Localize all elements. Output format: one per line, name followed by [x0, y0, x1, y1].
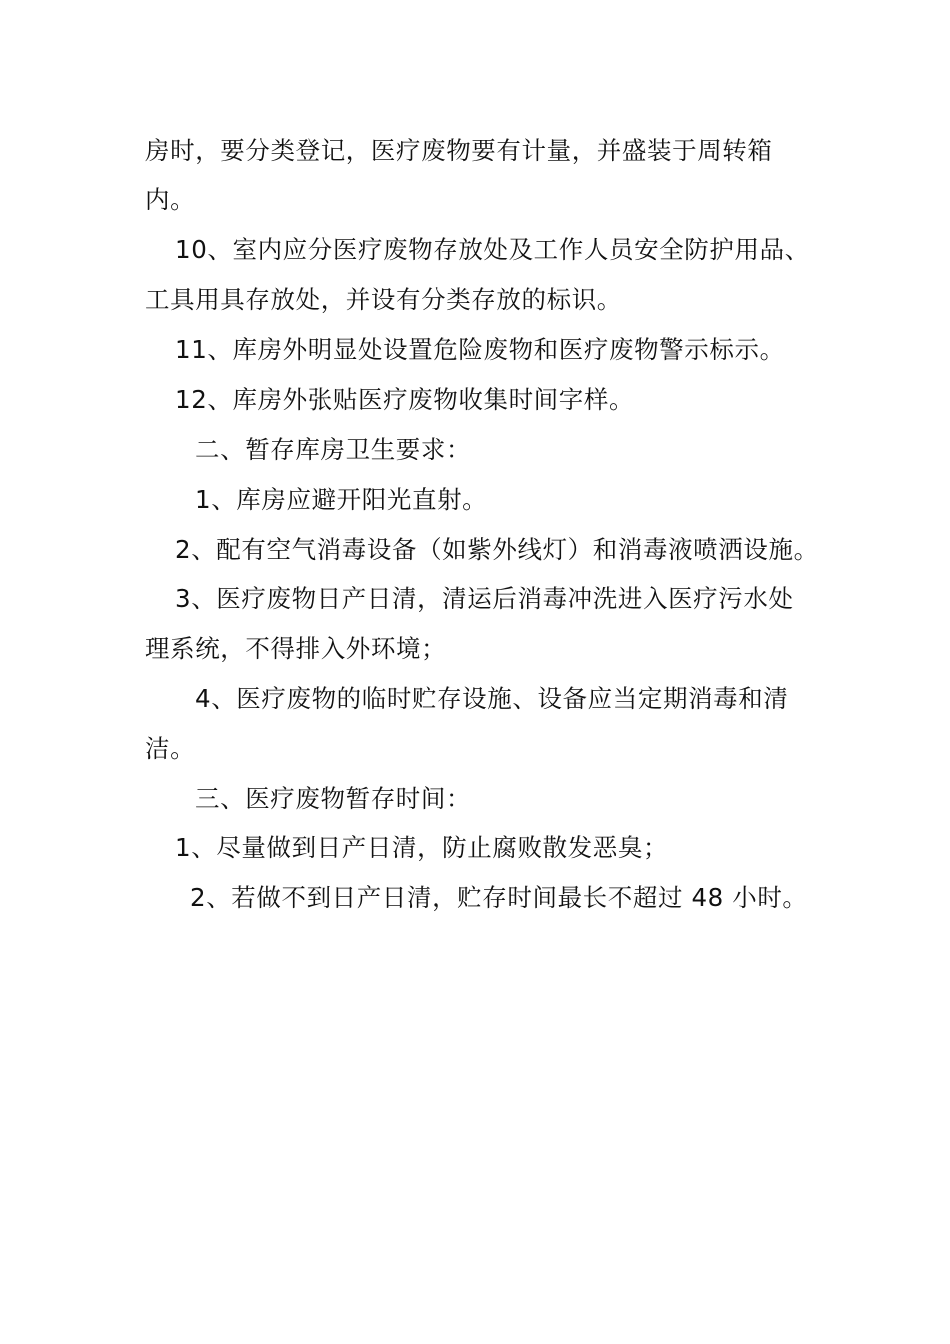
paragraph-line: 2、若做不到日产日清，贮存时间最长不超过 48 小时。 [190, 883, 808, 912]
paragraph-line: 11、库房外明显处设置危险废物和医疗废物警示标示。 [175, 335, 785, 364]
paragraph-line: 4、医疗废物的临时贮存设施、设备应当定期消毒和清 [195, 684, 789, 713]
paragraph-line: 内。 [145, 185, 196, 214]
paragraph-line: 3、医疗废物日产日清，清运后消毒冲洗进入医疗污水处 [175, 584, 794, 613]
paragraph-line: 1、库房应避开阳光直射。 [195, 485, 488, 514]
paragraph-line: 2、配有空气消毒设备（如紫外线灯）和消毒液喷洒设施。 [175, 535, 819, 564]
paragraph-line: 房时，要分类登记，医疗废物要有计量，并盛装于周转箱 [145, 136, 773, 165]
section-heading: 三、医疗废物暂存时间： [195, 784, 472, 813]
paragraph-line: 10、室内应分医疗废物存放处及工作人员安全防护用品、 [175, 235, 810, 264]
paragraph-line: 理系统，不得排入外环境； [145, 634, 447, 663]
paragraph-line: 1、尽量做到日产日清，防止腐败散发恶臭； [175, 833, 669, 862]
paragraph-line: 工具用具存放处，并设有分类存放的标识。 [145, 285, 622, 314]
section-heading: 二、暂存库房卫生要求： [195, 435, 472, 464]
paragraph-line: 洁。 [145, 734, 196, 763]
paragraph-line: 12、库房外张贴医疗废物收集时间字样。 [175, 385, 635, 414]
